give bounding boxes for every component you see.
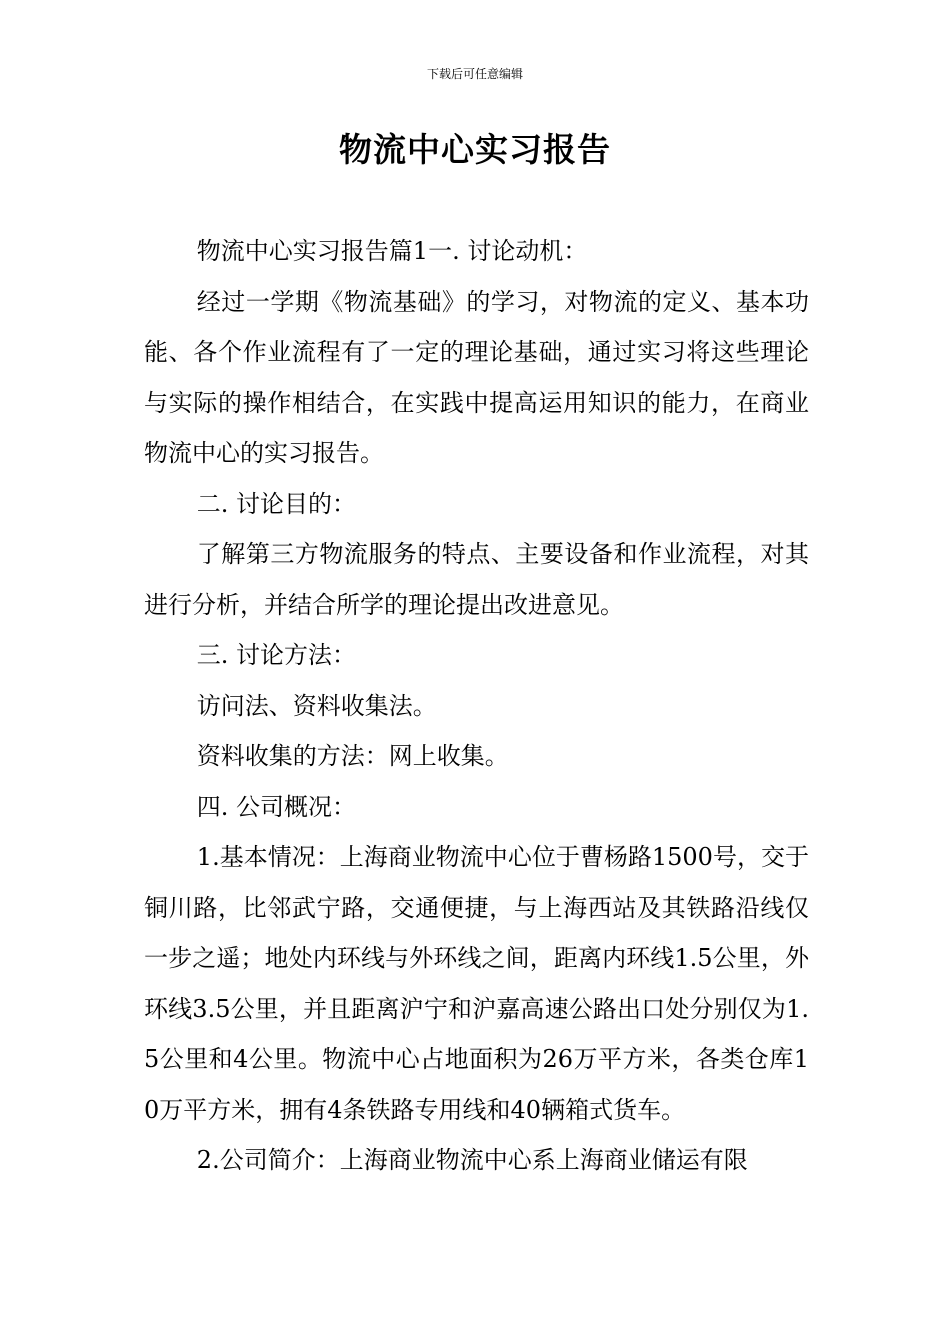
document-title: 物流中心实习报告 [339,130,611,169]
paragraph-7-collection-method: 资料收集的方法：网上收集。 [196,742,509,770]
paragraph-9-basic-situation: 1.基本情况：上海商业物流中心位于曹杨路1500号，交于铜川路，比邻武宁路，交通便捷，与上海西站及其铁路沿线仅一步之遥；地处内环线与外环线之间，距离内环线1.5公里，外环线3.5公里，并且距离沪宁和沪嘉高速公路出口处分别仅为1.5公里和4公里。物流中心占地面积为26万平方米，各类仓库10万平方米，拥有4条铁路专用线和40辆箱式货车。 [144,843,809,1124]
paragraph-4-purpose-text: 了解第三方物流服务的特点、主要设备和作业流程，对其进行分析，并结合所学的理论提出改进意见。 [144,540,809,619]
paragraph-10-company-intro: 2.公司简介：上海商业物流中心系上海商业储运有限 [196,1146,748,1174]
paragraph-5-method-heading: 三. 讨论方法： [196,641,357,669]
paragraph-3-purpose-heading: 二. 讨论目的： [196,489,357,518]
paragraph-2-motivation-text: 经过一学期《物流基础》的学习，对物流的定义、基本功能、各个作业流程有了一定的理论基础，通过实习将这些理论与实际的操作相结合，在实践中提高运用知识的能力，在商业物流中心的实习报告。 [144,287,809,467]
paragraph-8-company-overview-heading: 四. 公司概况： [196,792,357,821]
header-note: 下载后可任意编辑 [426,67,523,81]
paragraph-1-motivation-heading: 物流中心实习报告篇1一. 讨论动机： [196,237,588,265]
document-body [144,226,809,1186]
paragraph-6-method-text: 访问法、资料收集法。 [196,691,437,720]
